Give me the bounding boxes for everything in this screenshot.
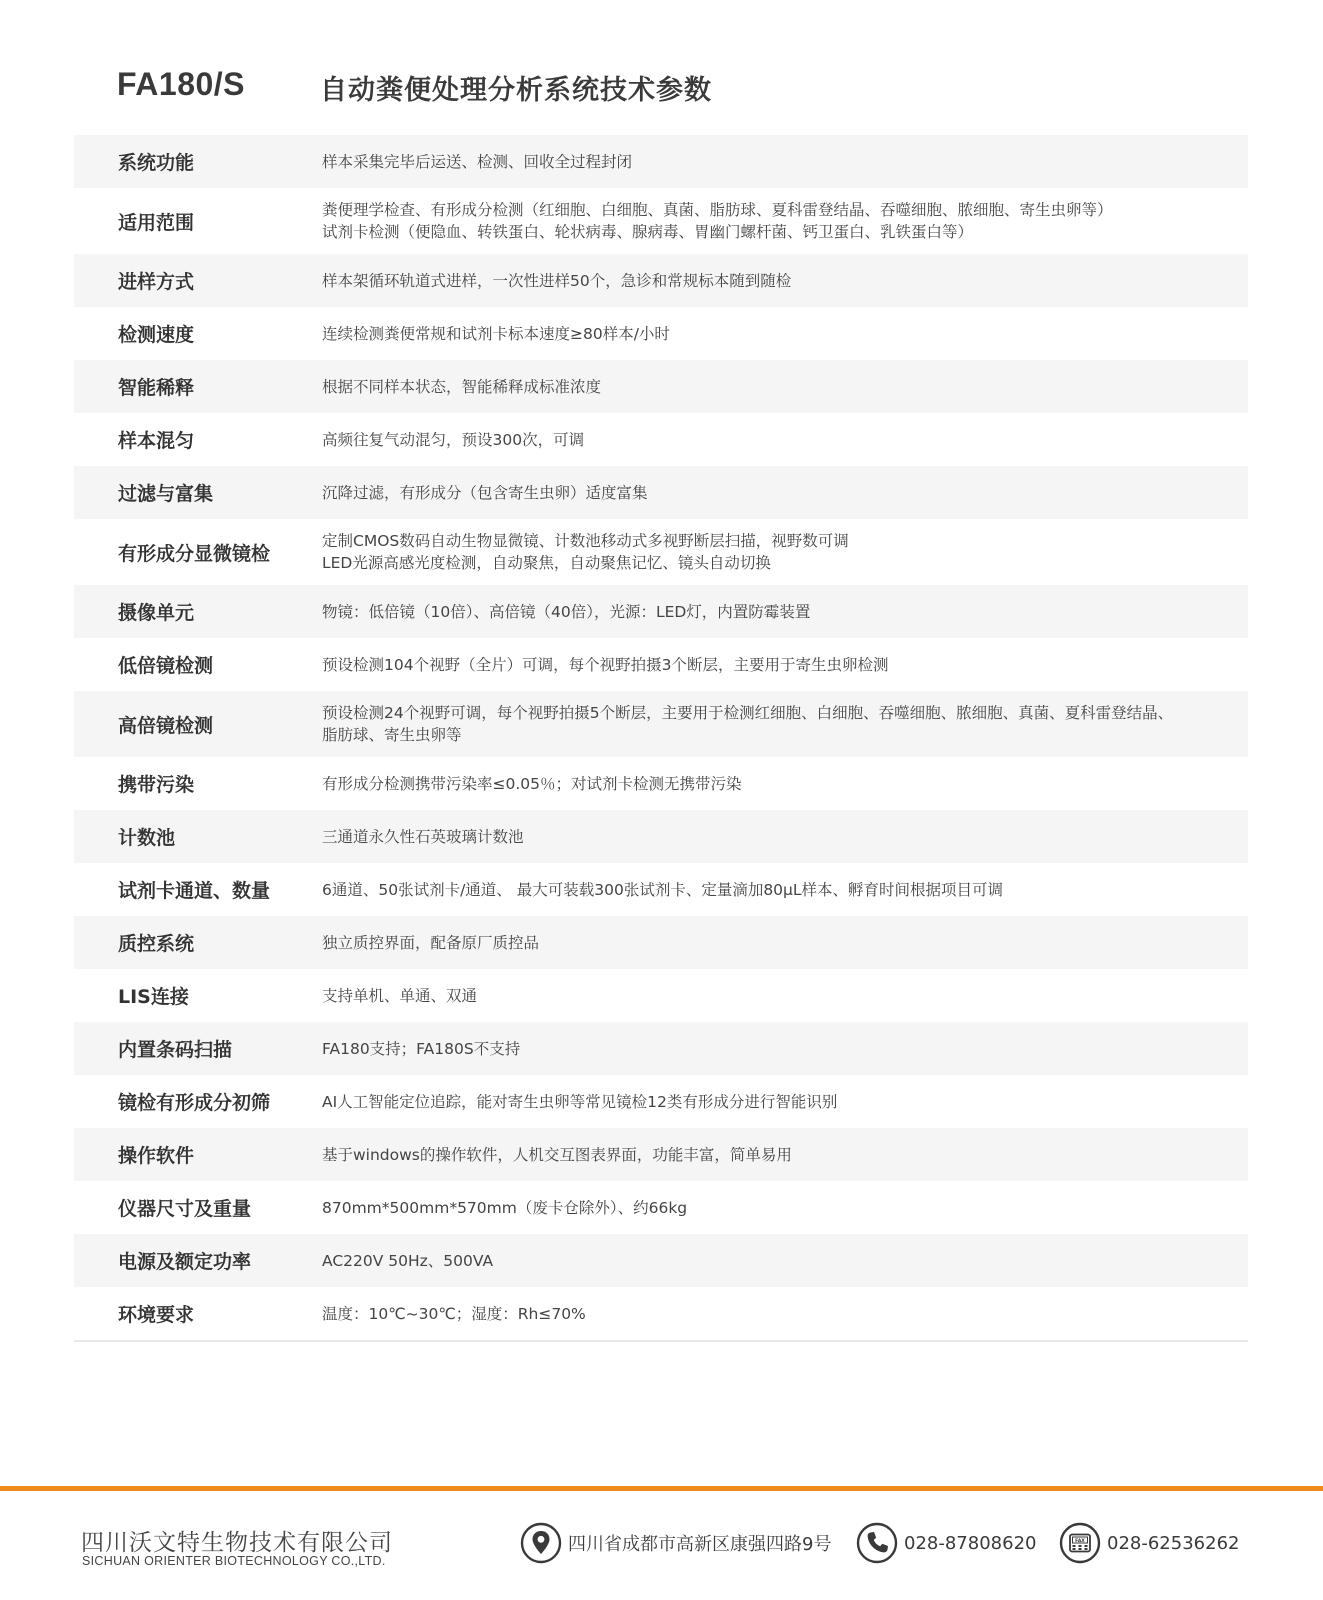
spec-value <box>322 254 1238 307</box>
spec-value-line: 独立质控界面，配备原厂质控品 <box>322 933 540 952</box>
fax-icon <box>1059 1522 1101 1564</box>
fax-icon-label: FAX <box>1075 1539 1085 1545</box>
location-pin-icon <box>520 1522 562 1564</box>
spec-value-line: 脂肪球、寄生虫卵等 <box>322 726 462 744</box>
spec-value <box>322 638 1238 691</box>
spec-value <box>322 413 1238 466</box>
spec-row <box>74 1181 1248 1234</box>
spec-value <box>322 916 1238 969</box>
spec-row <box>74 969 1248 1022</box>
spec-row <box>74 1234 1248 1287</box>
spec-value-line: 粪便理学检查、有形成分检测（红细胞、白细胞、真菌、脂肪球、夏科雷登结晶、吞噬细胞、脓细胞、寄生虫卵等） <box>322 201 1113 219</box>
phone-contact <box>856 1522 1036 1564</box>
spec-label: 系统功能 <box>118 152 195 174</box>
spec-value <box>322 1075 1238 1128</box>
spec-label: 质控系统 <box>118 933 195 955</box>
spec-label: 摄像单元 <box>118 602 195 624</box>
spec-row <box>74 638 1248 691</box>
spec-label: 镜检有形成分初筛 <box>118 1092 271 1114</box>
footer-accent-bar <box>0 1486 1323 1491</box>
spec-value-line: 870mm*500mm*570mm（废卡仓除外）、约66kg <box>322 1198 688 1217</box>
spec-row <box>74 1075 1248 1128</box>
spec-value-line: 样本架循环轨道式进样，一次性进样50个，急诊和常规标本随到随检 <box>322 271 792 290</box>
address-contact <box>520 1522 831 1564</box>
spec-value-line: 有形成分检测携带污染率≤0.05％；对试剂卡检测无携带污染 <box>322 774 742 793</box>
spec-value-line: AC220V 50Hz、500VA <box>322 1251 494 1270</box>
spec-value-line: LED光源高感光度检测，自动聚焦，自动聚焦记忆、镜头自动切换 <box>322 554 771 572</box>
spec-value-line: 基于windows的操作软件，人机交互图表界面，功能丰富，简单易用 <box>322 1145 792 1164</box>
spec-value-line: 预设检测104个视野（全片）可调，每个视野拍摄3个断层，主要用于寄生虫卵检测 <box>322 655 889 674</box>
spec-value-line: 连续检测粪便常规和试剂卡标本速度≥80样本/小时 <box>322 324 670 343</box>
spec-row <box>74 413 1248 466</box>
spec-value-line: 定制CMOS数码自动生物显微镜、计数池移动式多视野断层扫描，视野数可调 <box>322 532 849 550</box>
spec-label: 样本混匀 <box>118 430 195 452</box>
spec-row <box>74 519 1248 585</box>
page-title: 自动粪便处理分析系统技术参数 <box>320 75 712 106</box>
spec-value <box>322 307 1238 360</box>
spec-label: 进样方式 <box>118 271 195 293</box>
spec-row <box>74 254 1248 307</box>
spec-value-line: 支持单机、单通、双通 <box>322 986 478 1005</box>
spec-value-line: 根据不同样本状态，智能稀释成标准浓度 <box>322 377 602 396</box>
spec-value-line: 沉降过滤，有形成分（包含寄生虫卵）适度富集 <box>322 483 648 502</box>
spec-value <box>322 1128 1238 1181</box>
spec-value-line: FA180支持；FA180S不支持 <box>322 1039 521 1058</box>
company-name-en: SICHUAN ORIENTER BIOTECHNOLOGY CO.,LTD. <box>82 1554 386 1568</box>
spec-value <box>322 466 1238 519</box>
spec-value <box>322 757 1238 810</box>
spec-row <box>74 1128 1248 1181</box>
spec-row <box>74 863 1248 916</box>
spec-value-line: 高频往复气动混匀，预设300次，可调 <box>322 430 585 449</box>
spec-value-line: 6通道、50张试剂卡/通道、 最大可装载300张试剂卡、定量滴加80μL样本、孵育时间根据项目可调 <box>322 880 1004 899</box>
fax-contact <box>1059 1522 1239 1564</box>
spec-row <box>74 810 1248 863</box>
spec-value-line: 温度：10℃~30℃；湿度：Rh≤70% <box>322 1304 586 1323</box>
spec-label: 电源及额定功率 <box>118 1251 252 1273</box>
spec-label: 检测速度 <box>118 324 195 346</box>
spec-value <box>322 863 1238 916</box>
spec-value <box>322 360 1238 413</box>
spec-row <box>74 691 1248 757</box>
spec-label: 高倍镜检测 <box>118 714 214 737</box>
spec-label: 低倍镜检测 <box>118 655 214 677</box>
spec-value-line: AI人工智能定位追踪，能对寄生虫卵等常见镜检12类有形成分进行智能识别 <box>322 1092 838 1111</box>
spec-label: 环境要求 <box>118 1304 195 1326</box>
spec-row <box>74 466 1248 519</box>
spec-value-line: 试剂卡检测（便隐血、转铁蛋白、轮状病毒、腺病毒、胃幽门螺杆菌、钙卫蛋白、乳铁蛋白等） <box>322 223 974 241</box>
spec-row <box>74 1287 1248 1340</box>
spec-row <box>74 135 1248 188</box>
spec-value <box>322 1022 1238 1075</box>
spec-value <box>322 188 1238 254</box>
spec-value <box>322 810 1238 863</box>
spec-row <box>74 307 1248 360</box>
spec-value <box>322 585 1238 638</box>
spec-value <box>322 135 1238 188</box>
spec-row <box>74 916 1248 969</box>
spec-value <box>322 1181 1238 1234</box>
address-text: 四川省成都市高新区康强四路9号 <box>568 1534 832 1555</box>
company-name-cn: 四川沃文特生物技术有限公司 <box>81 1530 393 1556</box>
spec-value-line: 样本采集完毕后运送、检测、回收全过程封闭 <box>322 152 633 171</box>
spec-value <box>322 969 1238 1022</box>
spec-value <box>322 1234 1238 1287</box>
spec-label: 仪器尺寸及重量 <box>118 1198 252 1220</box>
fax-number: 028-62536262 <box>1107 1532 1240 1554</box>
spec-label: 内置条码扫描 <box>118 1039 233 1061</box>
spec-row <box>74 1022 1248 1075</box>
phone-icon <box>856 1522 898 1564</box>
spec-label: 试剂卡通道、数量 <box>118 880 271 902</box>
spec-row <box>74 188 1248 254</box>
spec-value <box>322 1287 1238 1340</box>
spec-value <box>322 519 1238 585</box>
spec-label: 操作软件 <box>118 1145 195 1167</box>
phone-number: 028-87808620 <box>904 1532 1037 1554</box>
spec-label: 过滤与富集 <box>118 483 214 505</box>
spec-row <box>74 757 1248 810</box>
spec-value <box>322 691 1238 757</box>
spec-value-line: 三通道永久性石英玻璃计数池 <box>322 827 524 846</box>
spec-label: 携带污染 <box>118 774 195 796</box>
model-name: FA180/S <box>117 66 246 102</box>
spec-label: 计数池 <box>118 827 176 849</box>
spec-table <box>74 135 1248 1342</box>
spec-row <box>74 585 1248 638</box>
spec-row <box>74 360 1248 413</box>
page-header <box>0 62 1323 114</box>
spec-value-line: 物镜：低倍镜（10倍）、高倍镜（40倍），光源：LED灯，内置防霉装置 <box>322 602 811 621</box>
spec-label: 智能稀释 <box>118 377 195 399</box>
spec-label: 有形成分显微镜检 <box>118 542 271 565</box>
spec-label: 适用范围 <box>118 211 195 234</box>
spec-label: LIS连接 <box>118 986 189 1008</box>
spec-value-line: 预设检测24个视野可调，每个视野拍摄5个断层，主要用于检测红细胞、白细胞、吞噬细胞、脓细胞、真菌、夏科雷登结晶、 <box>322 704 1174 722</box>
